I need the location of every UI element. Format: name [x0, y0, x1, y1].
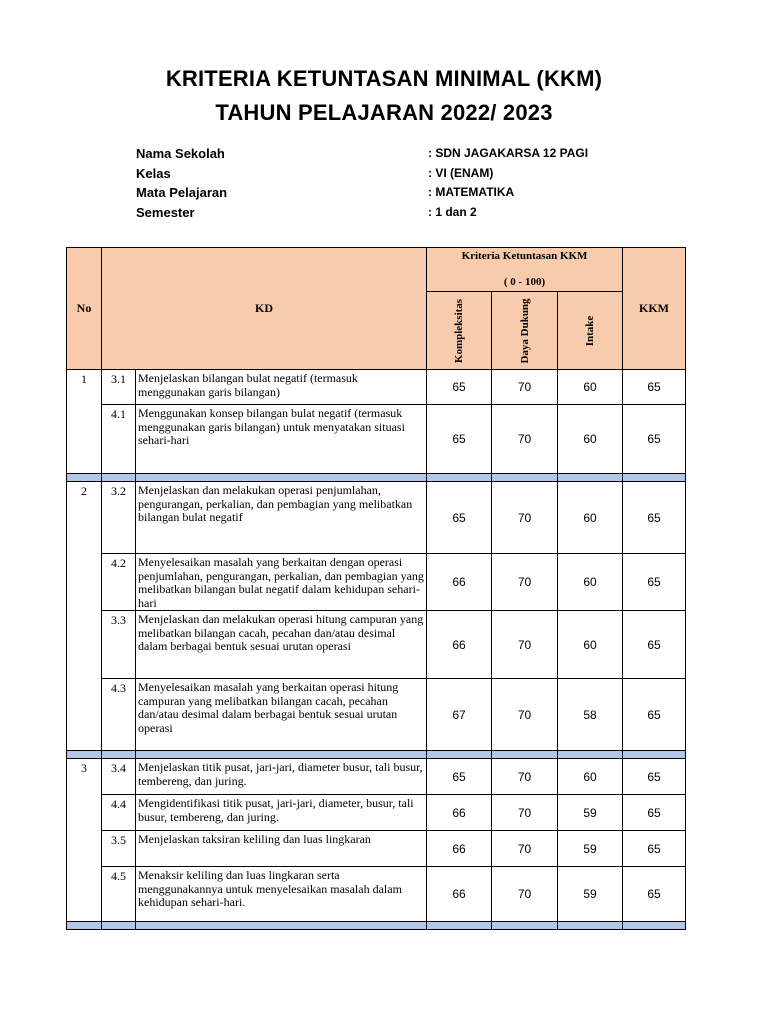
- table-row: [67, 554, 686, 611]
- group-number-cell: [67, 679, 102, 751]
- daya-dukung-value: 70: [492, 554, 558, 611]
- kkm-value: 65: [623, 679, 686, 751]
- table-row: [67, 867, 686, 922]
- info-value: : SDN JAGAKARSA 12 PAGI: [428, 146, 589, 160]
- kd-code: 4.4: [102, 795, 136, 831]
- kkm-value: 65: [623, 405, 686, 474]
- kkm-value: 65: [623, 867, 686, 922]
- header-intake: [558, 292, 623, 370]
- daya-dukung-value: 70: [492, 370, 558, 405]
- kd-code: 4.3: [102, 679, 136, 751]
- header-kompleksitas: [427, 292, 492, 370]
- table-row: [67, 795, 686, 831]
- kkm-table: [66, 247, 686, 930]
- kd-description: Menjelaskan titik pusat, jari-jari, diameter busur, tali busur, tembereng, dan juring.: [136, 759, 427, 795]
- group-separator: [67, 474, 686, 482]
- kd-description: Menjelaskan dan melakukan operasi penjumlahan, pengurangan, perkalian, dan pembagian yang melibatkan bilangan bulat negatif: [136, 482, 427, 554]
- kkm-value: 65: [623, 795, 686, 831]
- intake-value: 60: [558, 554, 623, 611]
- table-row: [67, 759, 686, 795]
- daya-dukung-value: 70: [492, 405, 558, 474]
- group-number-cell: [67, 867, 102, 922]
- table-row: [67, 370, 686, 405]
- group-number: 1: [67, 370, 102, 405]
- info-label: Nama Sekolah: [136, 146, 225, 161]
- info-value: : 1 dan 2: [428, 204, 477, 219]
- kd-description: Menjelaskan taksiran keliling dan luas lingkaran: [136, 831, 427, 867]
- kd-description: Menjelaskan bilangan bulat negatif (termasuk menggunakan garis bilangan): [136, 370, 427, 405]
- header-range: ( 0 - 100): [503, 276, 546, 288]
- header-criteria-title: Kriteria Ketuntasan KKM: [461, 250, 588, 262]
- table-row: [67, 679, 686, 751]
- kompleksitas-value: 66: [427, 611, 492, 679]
- header-no: No: [67, 248, 102, 370]
- info-label: Kelas: [136, 165, 171, 181]
- kompleksitas-value: 67: [427, 679, 492, 751]
- kd-code: 4.1: [102, 405, 136, 474]
- header-kd: KD: [102, 248, 427, 370]
- document-title: KRITERIA KETUNTASAN MINIMAL (KKM): [165, 66, 603, 91]
- kd-code: 4.5: [102, 867, 136, 922]
- group-number-cell: [67, 405, 102, 474]
- daya-dukung-value: 70: [492, 759, 558, 795]
- intake-value: 59: [558, 867, 623, 922]
- kompleksitas-value: 66: [427, 554, 492, 611]
- table-row: [67, 831, 686, 867]
- kkm-value: 65: [623, 370, 686, 405]
- kd-description: Menggunakan konsep bilangan bulat negatif (termasuk menggunakan garis bilangan) untuk menyatakan situasi sehari-hari: [136, 405, 427, 474]
- daya-dukung-value: 70: [492, 867, 558, 922]
- kd-description: Menaksir keliling dan luas lingkaran serta menggunakannya untuk menyelesaikan masalah dalam kehidupan sehari-hari.: [136, 867, 427, 922]
- kkm-value: 65: [623, 554, 686, 611]
- table-row: [67, 611, 686, 679]
- kkm-value: 65: [623, 611, 686, 679]
- group-number-cell: [67, 554, 102, 611]
- info-value: : VI (ENAM): [428, 165, 494, 180]
- kompleksitas-value: 66: [427, 867, 492, 922]
- header-kompleksitas-label: Kompleksitas: [453, 298, 465, 363]
- header-intake-label: Intake: [584, 315, 596, 346]
- kd-code: 4.2: [102, 554, 136, 611]
- kompleksitas-value: 65: [427, 759, 492, 795]
- daya-dukung-value: 70: [492, 831, 558, 867]
- intake-value: 60: [558, 482, 623, 554]
- kkm-value: 65: [623, 831, 686, 867]
- kd-code: 3.2: [102, 482, 136, 554]
- group-number: 2: [67, 482, 102, 554]
- intake-value: 59: [558, 831, 623, 867]
- kompleksitas-value: 66: [427, 795, 492, 831]
- kd-description: Menyelesaikan masalah yang berkaitan dengan operasi penjumlahan, pengurangan, perkalian, dan pembagian yang melibatkan bilangan bulat negatif dalam kehidupan sehari-hari: [136, 554, 427, 611]
- kd-code: 3.3: [102, 611, 136, 679]
- kompleksitas-value: 65: [427, 482, 492, 554]
- document-subtitle: TAHUN PELAJARAN 2022/ 2023: [215, 100, 553, 125]
- group-number-cell: [67, 831, 102, 867]
- intake-value: 60: [558, 611, 623, 679]
- kompleksitas-value: 65: [427, 405, 492, 474]
- kd-code: 3.4: [102, 759, 136, 795]
- table-row: [67, 482, 686, 554]
- info-label: Semester: [136, 204, 195, 220]
- intake-value: 60: [558, 405, 623, 474]
- daya-dukung-value: 70: [492, 795, 558, 831]
- kd-description: Mengidentifikasi titik pusat, jari-jari, diameter, busur, tali busur, tembereng, dan juring.: [136, 795, 427, 831]
- kd-description: Menjelaskan dan melakukan operasi hitung campuran yang melibatkan bilangan cacah, pecahan dan/atau desimal dalam berbagai bentuk sesuai urutan operasi: [136, 611, 427, 679]
- kompleksitas-value: 65: [427, 370, 492, 405]
- header-daya-dukung: [492, 292, 558, 370]
- info-value: : MATEMATIKA: [428, 185, 515, 199]
- daya-dukung-value: 70: [492, 679, 558, 751]
- group-number-cell: [67, 611, 102, 679]
- group-separator: [67, 751, 686, 759]
- daya-dukung-value: 70: [492, 611, 558, 679]
- intake-value: 60: [558, 759, 623, 795]
- kkm-value: 65: [623, 759, 686, 795]
- kd-description: Menyelesaikan masalah yang berkaitan operasi hitung campuran yang melibatkan bilangan cacah, pecahan dan/atau desimal dalam berbagai bentuk sesuai urutan operasi: [136, 679, 427, 751]
- info-label: Mata Pelajaran: [136, 185, 228, 200]
- header-daya-dukung-label: Daya Dukung: [518, 297, 531, 364]
- table-row: [67, 405, 686, 474]
- group-number-cell: [67, 795, 102, 831]
- kd-code: 3.5: [102, 831, 136, 867]
- group-separator: [67, 922, 686, 930]
- kkm-value: 65: [623, 482, 686, 554]
- header-criteria: [427, 248, 623, 292]
- intake-value: 59: [558, 795, 623, 831]
- kompleksitas-value: 66: [427, 831, 492, 867]
- header-kkm: KKM: [623, 248, 686, 370]
- group-number: 3: [67, 759, 102, 795]
- kd-code: 3.1: [102, 370, 136, 405]
- daya-dukung-value: 70: [492, 482, 558, 554]
- intake-value: 60: [558, 370, 623, 405]
- intake-value: 58: [558, 679, 623, 751]
